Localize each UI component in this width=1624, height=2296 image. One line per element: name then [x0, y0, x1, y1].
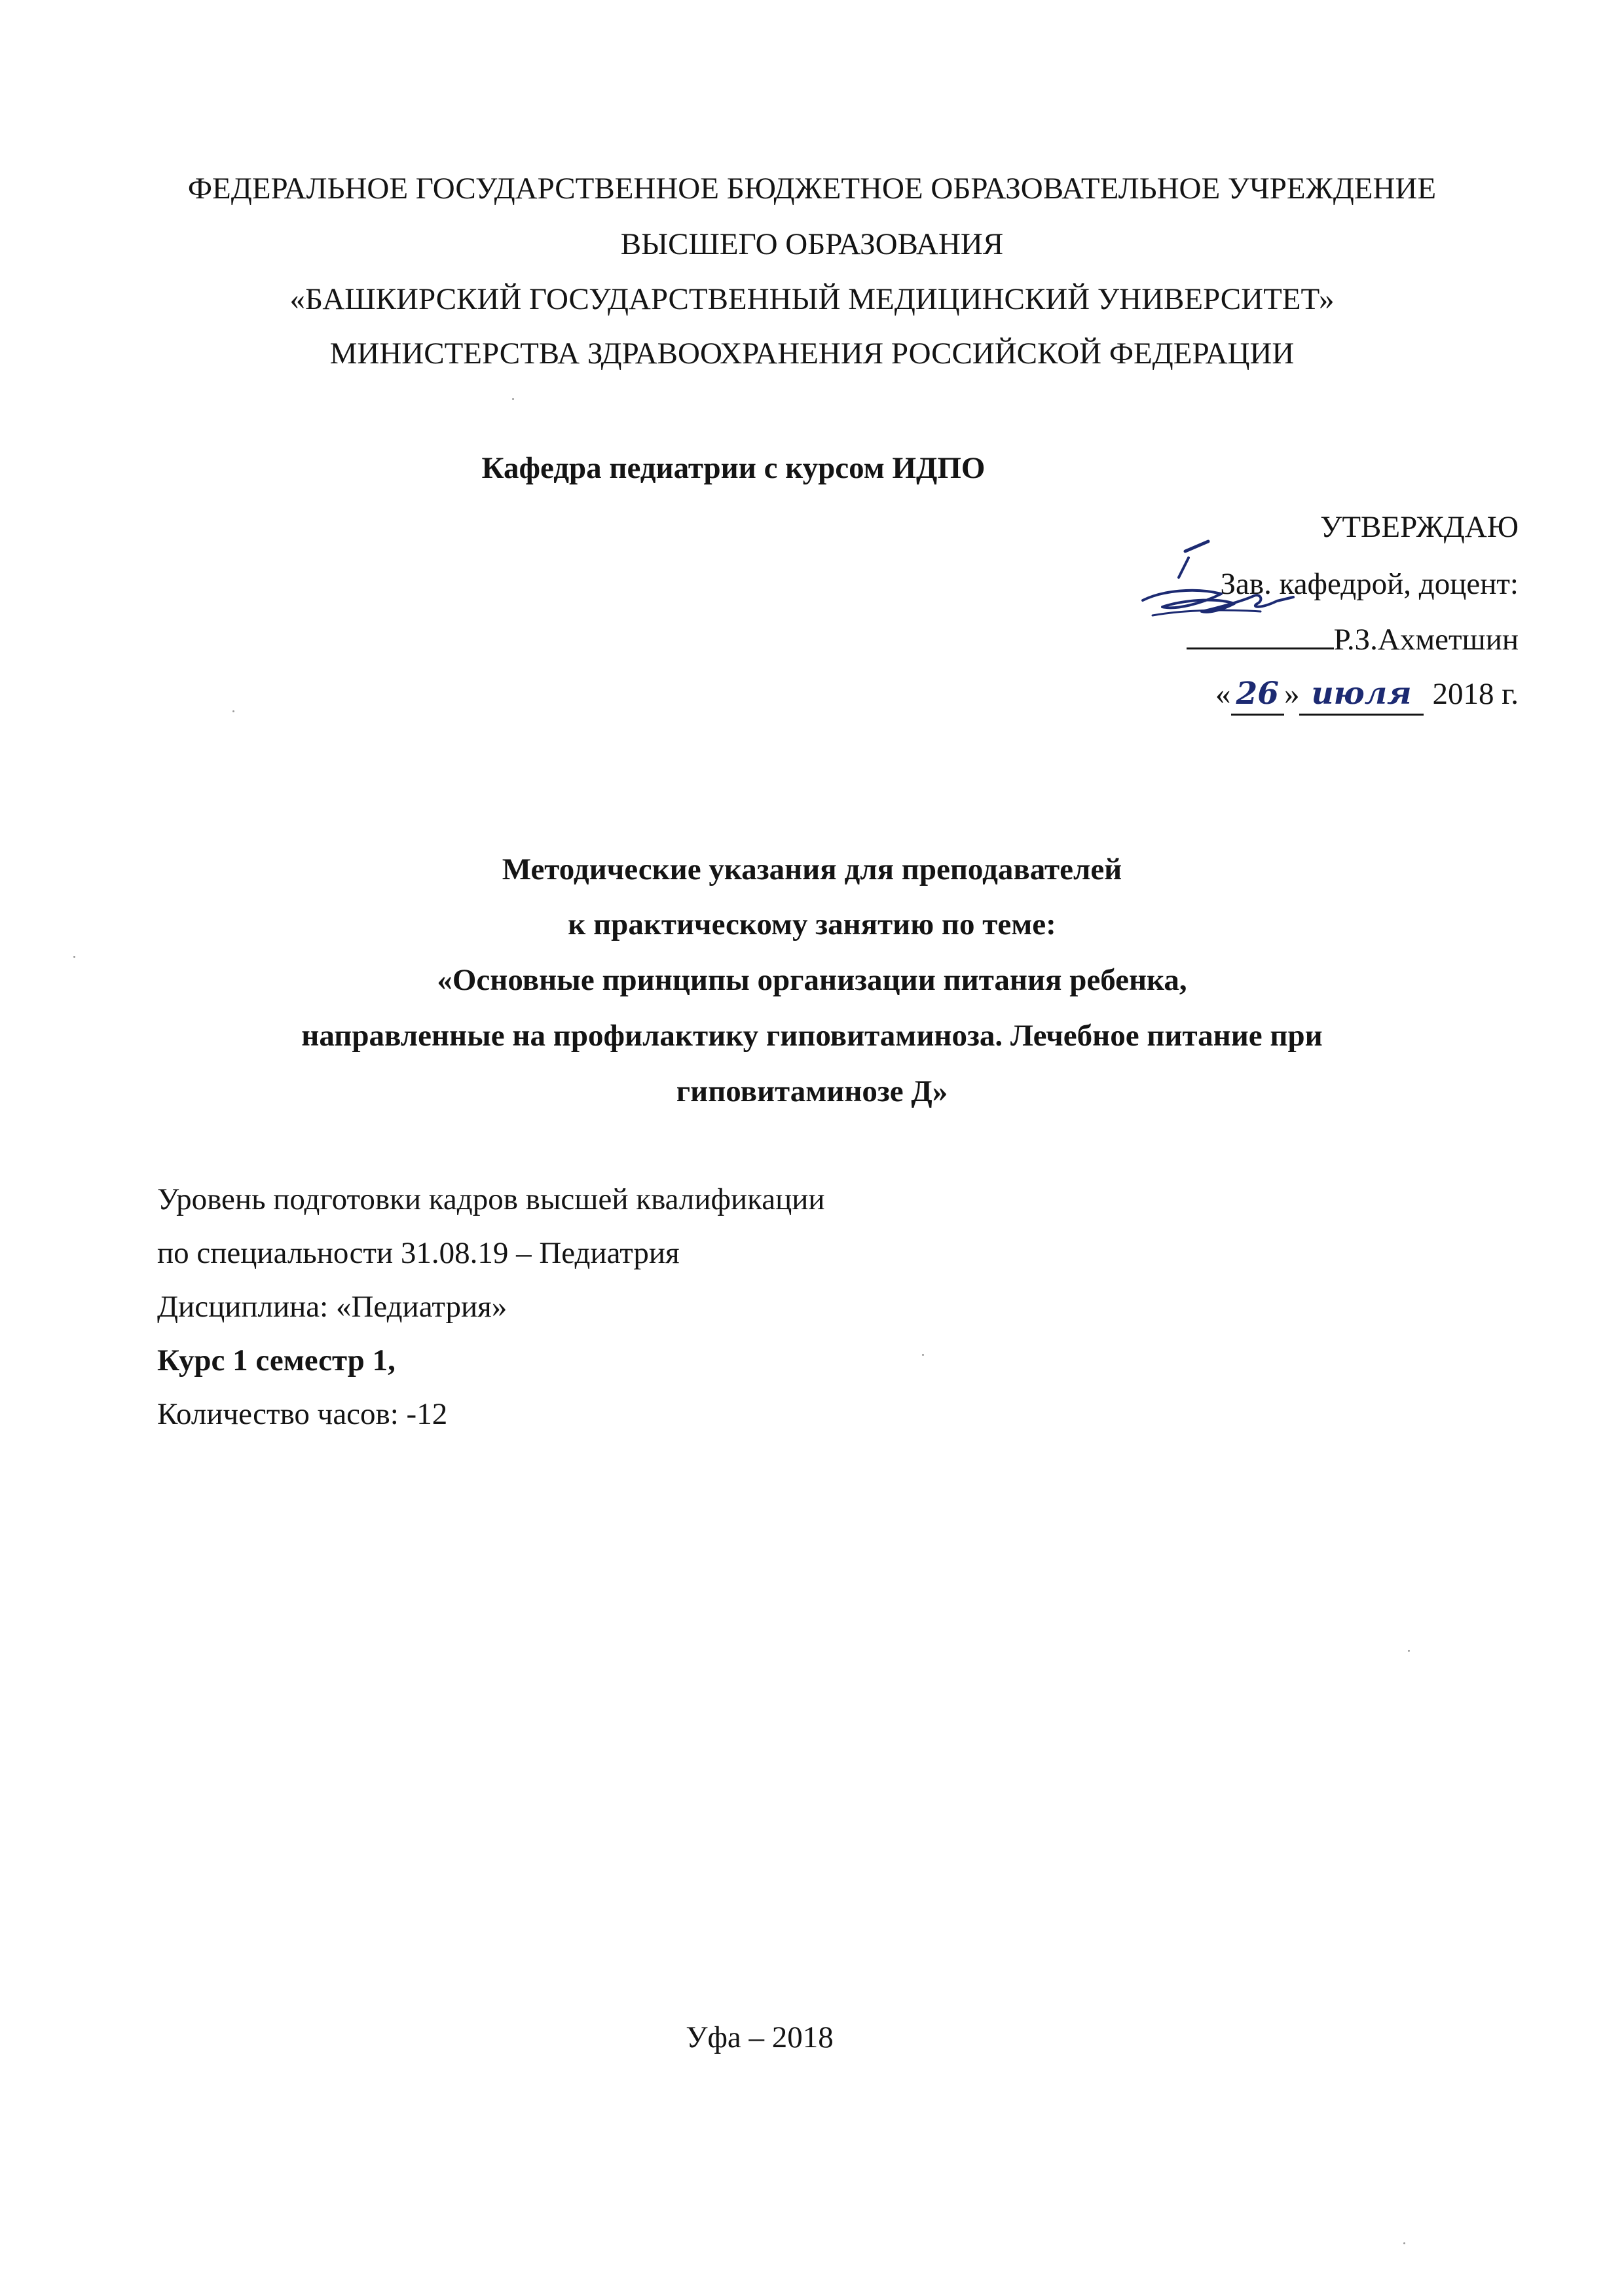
title-line-5: гиповитаминозе Д» — [676, 1074, 948, 1108]
date-open-quote: « — [1215, 677, 1231, 711]
info-discipline: Дисциплина: «Педиатрия» — [157, 1290, 507, 1324]
approver-name: Р.З.Ахметшин — [1333, 623, 1519, 657]
scan-speck — [1408, 1650, 1410, 1652]
scan-speck — [232, 710, 234, 712]
info-specialty: по специальности 31.08.19 – Педиатрия — [157, 1236, 680, 1270]
info-level: Уровень подготовки кадров высшей квалификации — [157, 1182, 825, 1216]
department-title: Кафедра педиатрии с курсом ИДПО — [481, 451, 986, 485]
info-course: Курс 1 семестр 1, — [157, 1343, 396, 1377]
date-month-handwritten: июля — [1299, 674, 1423, 716]
header-line-1: ФЕДЕРАЛЬНОЕ ГОСУДАРСТВЕННОЕ БЮДЖЕТНОЕ ОБРАЗОВАТЕЛЬНОЕ УЧРЕЖДЕНИЕ — [187, 172, 1437, 206]
title-line-3: «Основные принципы организации питания ребенка, — [437, 963, 1187, 997]
approval-heading: УТВЕРЖДАЮ — [1320, 510, 1519, 544]
title-line-2: к практическому занятию по теме: — [568, 907, 1056, 941]
header-line-3: «БАШКИРСКИЙ ГОСУДАРСТВЕННЫЙ МЕДИЦИНСКИЙ УНИВЕРСИТЕТ» — [289, 282, 1335, 316]
date-close-quote: » — [1283, 677, 1300, 711]
date-day-handwritten: 26 — [1231, 674, 1284, 716]
footer-city-year: Уфа – 2018 — [686, 2020, 834, 2054]
scan-speck — [73, 956, 75, 958]
header-line-4: МИНИСТЕРСТВА ЗДРАВООХРАНЕНИЯ РОССИЙСКОЙ ФЕДЕРАЦИИ — [329, 337, 1295, 371]
approval-position: Зав. кафедрой, доцент: — [1220, 567, 1519, 601]
date-year: 2018 г. — [1432, 677, 1519, 711]
scan-speck — [512, 398, 514, 400]
scan-speck — [1403, 2242, 1405, 2244]
title-line-4: направленные на профилактику гиповитаминоза. Лечебное питание при — [301, 1019, 1323, 1053]
info-hours: Количество часов: -12 — [157, 1397, 448, 1431]
title-line-1: Методические указания для преподавателей — [502, 852, 1122, 886]
header-line-2: ВЫСШЕГО ОБРАЗОВАНИЯ — [620, 227, 1004, 261]
handwritten-signature — [1123, 538, 1320, 636]
scan-speck — [922, 1354, 924, 1356]
approval-date — [1215, 674, 1519, 716]
